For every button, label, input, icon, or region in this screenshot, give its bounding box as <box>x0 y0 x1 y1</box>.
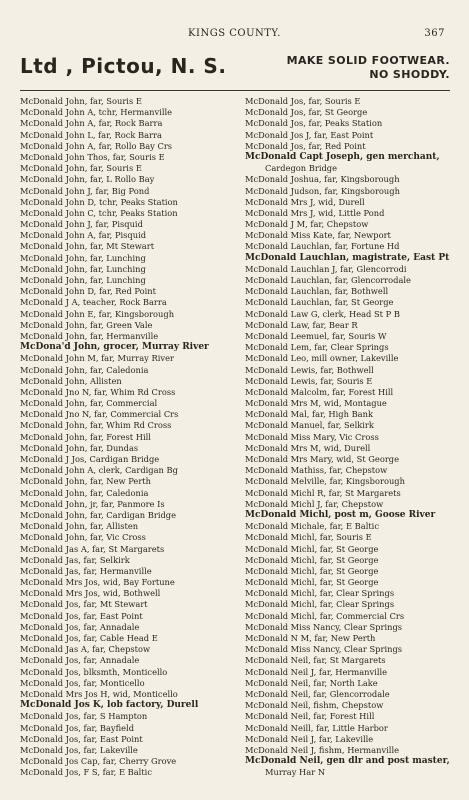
directory-entry: McDonald Melville, far, Kingsborough <box>245 476 405 487</box>
directory-entry: McDonald Jos K, lob factory, Durell <box>20 700 199 711</box>
directory-entry: McDonald John M, far, Murray River <box>20 353 174 364</box>
directory-entry: McDonald Mrs Jos, wid, Bay Fortune <box>20 577 175 588</box>
directory-entry: McDonald Law, far, Bear R <box>245 319 358 330</box>
directory-entry: McDonald John A, tchr, Hermanville <box>20 107 173 118</box>
page-number: 367 <box>424 28 445 39</box>
county-title: KINGS COUNTY. <box>188 28 281 39</box>
page-header <box>0 28 469 42</box>
directory-entry: McDonald Law G, clerk, Head St P B <box>245 308 400 319</box>
directory-entry: McDonald Jos, far, Annadale <box>20 655 140 666</box>
directory-entry: McDonald John, far, Forest Hill <box>20 431 151 442</box>
directory-entry: McDonald Jos, far, Bayfield <box>20 722 135 733</box>
directory-entry: McDonald John, far, Whim Rd Cross <box>20 420 172 431</box>
banner-slogan <box>287 54 450 82</box>
directory-entry: McDonald Neil, far, St Margarets <box>245 655 386 666</box>
directory-entry: McDonald Jos, far, Mt Stewart <box>20 599 148 610</box>
directory-entry: McDonald Michl, post m, Goose River <box>245 509 436 520</box>
directory-entry: McDonald Michl, far, Souris E <box>245 532 372 543</box>
directory-entry: McDonald John, far, New Perth <box>20 476 151 487</box>
directory-entry: McDonald Jno N, far, Commercial Crs <box>20 409 179 420</box>
directory-entry: McDonald Jos, far, Monticello <box>20 677 145 688</box>
directory-entry: McDonald Jos, far, Annadale <box>20 621 140 632</box>
directory-entry: McDonald Michl, far, Clear Springs <box>245 599 395 610</box>
directory-entry: McDonald John, Allisten <box>20 375 122 386</box>
directory-entry: McDonald Mrs J, wid, Little Pond <box>245 207 385 218</box>
directory-entry: McDonald John, far, Caledonia <box>20 364 149 375</box>
directory-entry: McDonald John A, far, Pisquid <box>20 230 147 241</box>
directory-entry: McDonald Neil, fishm, Chepstow <box>245 700 384 711</box>
directory-entry: McDonald Jos, far, East Point <box>20 610 143 621</box>
directory-entry: McDonald John D, tchr, Peaks Station <box>20 196 178 207</box>
directory-entry: McDonald John, far, Allisten <box>20 521 139 532</box>
directory-entry: Cardegon Bridge <box>265 163 338 174</box>
directory-entry: McDonald Jos, far, Souris E <box>245 96 361 106</box>
directory-entry: McDonald John D, far, Red Point <box>20 286 156 297</box>
directory-entry: McDonald Miss Kate, far, Newport <box>245 230 391 241</box>
directory-entry: McDonald Neil, far, Glencorrodale <box>245 688 390 699</box>
directory-entry: McDonald John, far, Dundas <box>20 442 139 453</box>
directory-entry: McDonald Leemuel, far, Souris W <box>245 330 387 341</box>
directory-entry: McDonald Jos J, far, East Point <box>245 129 374 140</box>
directory-entry: McDonald Lauchlan, far, St George <box>245 297 394 308</box>
directory-entry: McDonald John A, far, Rollo Bay Crs <box>20 140 173 151</box>
directory-entry: McDonald Miss Mary, Vic Cross <box>245 431 379 442</box>
directory-entry: McDonald John, far, Hermanville <box>20 330 159 341</box>
directory-entry: McDonald J M, far, Chepstow <box>245 219 369 230</box>
directory-entry: McDonald John Thos, far, Souris E <box>20 151 165 162</box>
directory-entry: McDonald Mrs J, wid, Durell <box>245 196 365 207</box>
directory-entry: McDonald John L, far, Rock Barra <box>20 129 162 140</box>
directory-entry: McDonald John A, clerk, Cardigan Bg <box>20 465 178 476</box>
directory-entry: McDonald John, far, Green Vale <box>20 319 153 330</box>
directory-entry: McDonald John, far, Vic Cross <box>20 532 146 543</box>
directory-entry: McDonald Lauchlan, far, Glencorrodale <box>245 275 411 285</box>
directory-entry: McDonald Neil J, far, Hermanville <box>245 666 388 677</box>
directory-entry: McDonald J A, teacher, Rock Barra <box>20 297 167 308</box>
directory-entry: McDonald Neil, gen dlr and post master, <box>245 756 450 767</box>
directory-entry: McDonald Michl J, far, Chepstow <box>245 498 384 509</box>
directory-entry: McDonald Miss Nancy, Clear Springs <box>245 621 403 632</box>
directory-entry: McDonald Jos, far, St George <box>245 107 368 118</box>
directory-entry: McDonald Jas A, far, St Margarets <box>20 543 165 554</box>
directory-entry: McDonald John, far, Lunching <box>20 275 146 285</box>
directory-entry: McDonald Michale, far, E Baltic <box>245 521 379 532</box>
directory-entry: McDonald Mrs Jos, wid, Bothwell <box>20 588 161 599</box>
directory-entry: McDonald John, far, Lunching <box>20 263 146 274</box>
directory-entry: McDonald Judson, far, Kingsborough <box>245 185 400 196</box>
directory-entry: McDonald Michl R, far, St Margarets <box>245 487 401 498</box>
directory-entry: McDonald John, far, Commercial <box>20 398 158 409</box>
directory-entry: McDonald John E, far, Kingsborough <box>20 308 175 319</box>
directory-entry: McDonald Mrs M, wid, Montague <box>245 398 387 409</box>
directory-entry: McDonald Lem, far, Clear Springs <box>245 342 389 353</box>
slogan-line-2: NO SHODDY. <box>369 68 450 81</box>
directory-entry: McDonald Jos, far, East Point <box>20 733 143 744</box>
directory-entry: McDonald Joshua, far, Kingsborough <box>245 174 400 185</box>
banner-location: Ltd , Pictou, N. S. <box>20 54 227 78</box>
directory-entry: McDonald N M, far, New Perth <box>245 633 376 643</box>
directory-entry: McDonald Michl, far, St George <box>245 577 379 588</box>
directory-entry: McDonald Michl, far, Commercial Crs <box>245 610 405 621</box>
directory-entry: McDona'd John, grocer, Murray River <box>20 342 209 353</box>
directory-entry: McDonald Michl, far, St George <box>245 543 379 554</box>
directory-entry: McDonald Jos, F S, far, E Baltic <box>20 767 152 778</box>
directory-entry: McDonald Neil, far, Forest Hill <box>245 711 375 722</box>
directory-entry: McDonald Lauchlan, far, Fortune Hd <box>245 241 400 252</box>
advertisement-banner <box>20 48 450 91</box>
directory-entry: McDonald Neil, far, North Lake <box>245 677 378 688</box>
directory-entry: McDonald Neill, far, Little Harbor <box>245 722 388 733</box>
left-column <box>20 96 238 778</box>
directory-entry: McDonald John J, far, Pisquid <box>20 219 143 230</box>
directory-entry: McDonald John, far, Souris E <box>20 96 142 106</box>
directory-entry: McDonald Jas, far, Selkirk <box>20 554 130 565</box>
directory-entry: McDonald John, far, Cardigan Bridge <box>20 509 177 520</box>
directory-entry: McDonald John, far, Caledonia <box>20 487 149 498</box>
directory-entry: McDonald John, far, Souris E <box>20 163 142 174</box>
directory-entry: McDonald John, far, L Rollo Bay <box>20 174 155 185</box>
directory-entry: McDonald Mathiss, far, Chepstow <box>245 465 388 476</box>
directory-entry: McDonald Leo, mill owner, Lakeville <box>245 353 399 364</box>
directory-entry: McDonald Manuel, far, Selkirk <box>245 420 374 431</box>
directory-entry: McDonald Jos, far, Red Point <box>245 140 366 151</box>
directory-entry: McDonald Lauchlan, far, Bothwell <box>245 286 389 297</box>
directory-entry: McDonald Michl, far, St George <box>245 554 379 565</box>
directory-entry: McDonald Jos, far, Lakeville <box>20 744 138 755</box>
directory-entry: McDonald Jas, far, Hermanville <box>20 565 152 576</box>
directory-entry: McDonald Mrs M, wid, Durell <box>245 442 371 453</box>
directory-entry: McDonald Capt Joseph, gen merchant, <box>245 151 440 162</box>
directory-entry: McDonald Mal, far, High Bank <box>245 409 373 420</box>
directory-entry: McDonald Miss Nancy, Clear Springs <box>245 644 403 655</box>
directory-entry: McDonald John, far, Lunching <box>20 252 146 263</box>
directory-entry: McDonald John A, far, Rock Barra <box>20 118 163 129</box>
directory-entry: McDonald Jos, far, S Hampton <box>20 711 148 722</box>
directory-entry: McDonald Lauchlan J, far, Glencorrodi <box>245 263 407 274</box>
right-column <box>245 96 463 778</box>
directory-entry: McDonald Jos Cap, far, Cherry Grove <box>20 756 177 767</box>
directory-entry: McDonald Malcolm, far, Forest Hill <box>245 386 394 397</box>
directory-entry: McDonald John C, tchr, Peaks Station <box>20 207 178 218</box>
directory-entry: McDonald Jos, far, Peaks Station <box>245 118 383 129</box>
directory-entry: McDonald Mrs Mary, wid, St George <box>245 454 400 464</box>
directory-entry: McDonald John, jr, far, Panmore Is <box>20 498 165 509</box>
directory-entry: McDonald John, far, Mt Stewart <box>20 241 155 252</box>
directory-entry: McDonald Jos, blksmth, Monticello <box>20 666 168 677</box>
directory-entry: McDonald Michl, far, St George <box>245 565 379 576</box>
directory-entry: McDonald Neil J, fishm, Hermanville <box>245 744 400 755</box>
slogan-line-1: MAKE SOLID FOOTWEAR. <box>286 54 450 67</box>
directory-entry: McDonald J Jos, Cardigan Bridge <box>20 454 160 464</box>
directory-entry: McDonald John J, far, Big Pond <box>20 185 150 196</box>
directory-entry: McDonald Michl, far, Clear Springs <box>245 588 395 599</box>
directory-entry: McDonald Mrs Jos H, wid, Monticello <box>20 688 178 699</box>
directory-entry: McDonald Lewis, far, Souris E <box>245 375 373 386</box>
directory-entry: McDonald Jos, far, Cable Head E <box>20 633 158 643</box>
directory-entry: McDonald Neil J, far, Lakeville <box>245 733 374 744</box>
directory-entry: McDonald Jas A, far, Chepstow <box>20 644 151 655</box>
directory-entry: McDonald Lewis, far, Bothwell <box>245 364 374 375</box>
directory-entry: McDonald Jno N, far, Whim Rd Cross <box>20 386 176 397</box>
directory-entry: Murray Har N <box>265 767 326 778</box>
directory-entry: McDonald Lauchlan, magistrate, East Pt <box>245 252 450 263</box>
